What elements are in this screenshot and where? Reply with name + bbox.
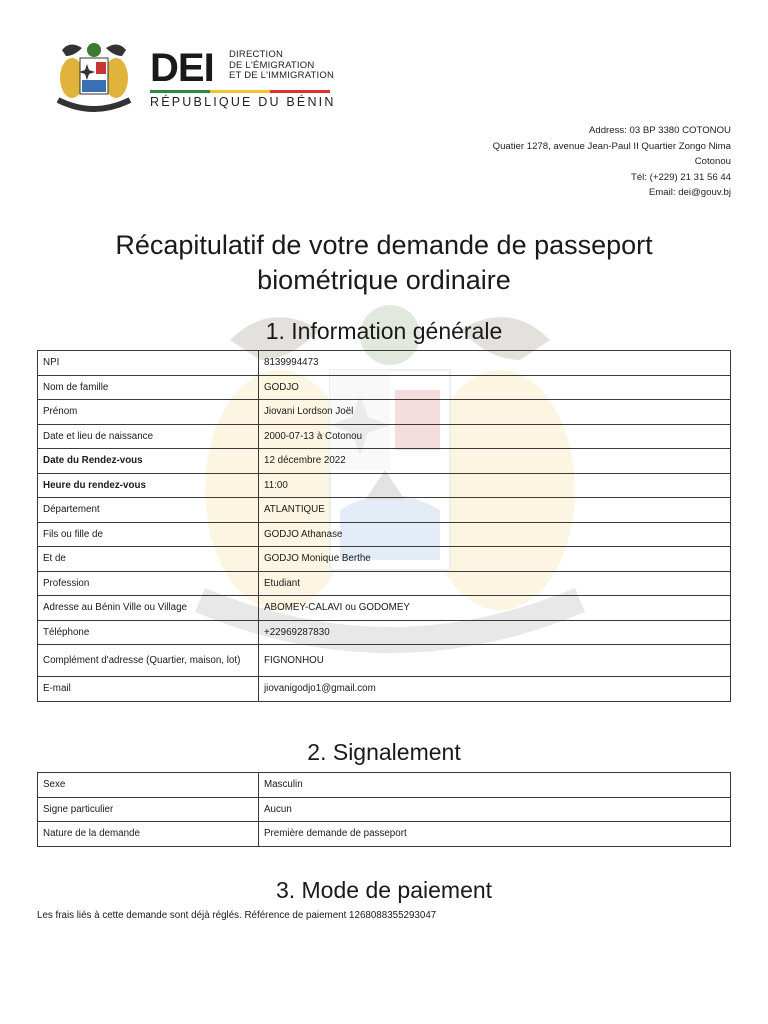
coat-of-arms-logo <box>52 40 136 116</box>
dei-logo-line: ET DE L'IMMIGRATION <box>229 70 335 81</box>
field-value: Aucun <box>259 797 731 822</box>
document-title <box>0 228 768 298</box>
flag-color-bar <box>150 90 330 93</box>
table-row <box>38 677 731 702</box>
field-value: Masculin <box>259 773 731 798</box>
title-line: Récapitulatif de votre demande de passeport <box>115 230 653 260</box>
signalement-table <box>37 772 731 847</box>
table-row <box>38 773 731 798</box>
field-value: Jiovani Lordson Joël <box>259 400 731 425</box>
field-label: Département <box>38 498 259 523</box>
field-label: Sexe <box>38 773 259 798</box>
table-row <box>38 424 731 449</box>
general-info-table <box>37 350 731 702</box>
table-row <box>38 571 731 596</box>
table-row <box>38 596 731 621</box>
table-row <box>38 822 731 847</box>
field-value: 12 décembre 2022 <box>259 449 731 474</box>
field-value: +22969287830 <box>259 620 731 645</box>
dei-logo-text <box>229 50 334 82</box>
dei-logo-line: DIRECTION <box>229 49 284 60</box>
title-line: biométrique ordinaire <box>257 265 511 295</box>
table-row <box>38 645 731 677</box>
field-value: GODJO Athanase <box>259 522 731 547</box>
table-row <box>38 449 731 474</box>
section-heading-general-info: 1. Information générale <box>265 318 503 344</box>
table-row <box>38 473 731 498</box>
address-line: Quatier 1278, avenue Jean-Paul II Quartier Zongo Nima <box>492 140 731 152</box>
address-block <box>493 123 731 201</box>
field-value: Etudiant <box>259 571 731 596</box>
section-heading-payment: 3. Mode de paiement <box>275 877 493 903</box>
dei-logo-line: DE L'ÉMIGRATION <box>229 59 315 71</box>
field-label: Complément d'adresse (Quartier, maison, lot) <box>38 645 259 677</box>
table-row <box>38 400 731 425</box>
field-value: ATLANTIQUE <box>259 498 731 523</box>
payment-note: Les frais liés à cette demande sont déjà réglés. Référence de paiement 1268088355293047 <box>37 910 437 921</box>
field-label: Signe particulier <box>38 797 259 822</box>
email-line: Email: dei@gouv.bj <box>648 187 731 199</box>
field-label: Date et lieu de naissance <box>38 424 259 449</box>
address-line: Address: 03 BP 3380 COTONOU <box>588 125 731 136</box>
field-label: Fils ou fille de <box>38 522 259 547</box>
table-row <box>38 351 731 376</box>
table-row <box>38 375 731 400</box>
field-label: NPI <box>38 351 259 376</box>
field-label: Nom de famille <box>38 375 259 400</box>
field-label: Et de <box>38 547 259 572</box>
field-value: 11:00 <box>259 473 731 498</box>
dei-logo-mark: DEI <box>150 46 214 90</box>
field-label: Nature de la demande <box>38 822 259 847</box>
section-heading-signalement: 2. Signalement <box>307 739 461 765</box>
field-label: E-mail <box>38 677 259 702</box>
dei-logo <box>150 48 350 112</box>
field-label: Profession <box>38 571 259 596</box>
field-value: 2000-07-13 à Cotonou <box>259 424 731 449</box>
table-row <box>38 522 731 547</box>
field-label: Téléphone <box>38 620 259 645</box>
field-label: Heure du rendez-vous <box>38 473 259 498</box>
field-value: FIGNONHOU <box>259 645 731 677</box>
table-row <box>38 498 731 523</box>
field-label: Date du Rendez-vous <box>38 449 259 474</box>
field-value: jiovanigodjo1@gmail.com <box>259 677 731 702</box>
republic-name: RÉPUBLIQUE DU BÉNIN <box>150 95 336 109</box>
table-row <box>38 797 731 822</box>
phone-line: Tél: (+229) 21 31 56 44 <box>630 171 731 183</box>
table-row <box>38 547 731 572</box>
address-line: Cotonou <box>694 156 731 168</box>
field-value: GODJO Monique Berthe <box>259 547 731 572</box>
field-value: 8139994473 <box>259 351 731 376</box>
field-label: Adresse au Bénin Ville ou Village <box>38 596 259 621</box>
field-value: GODJO <box>259 375 731 400</box>
table-row <box>38 620 731 645</box>
field-label: Prénom <box>38 400 259 425</box>
field-value: Première demande de passeport <box>259 822 731 847</box>
field-value: ABOMEY-CALAVI ou GODOMEY <box>259 596 731 621</box>
